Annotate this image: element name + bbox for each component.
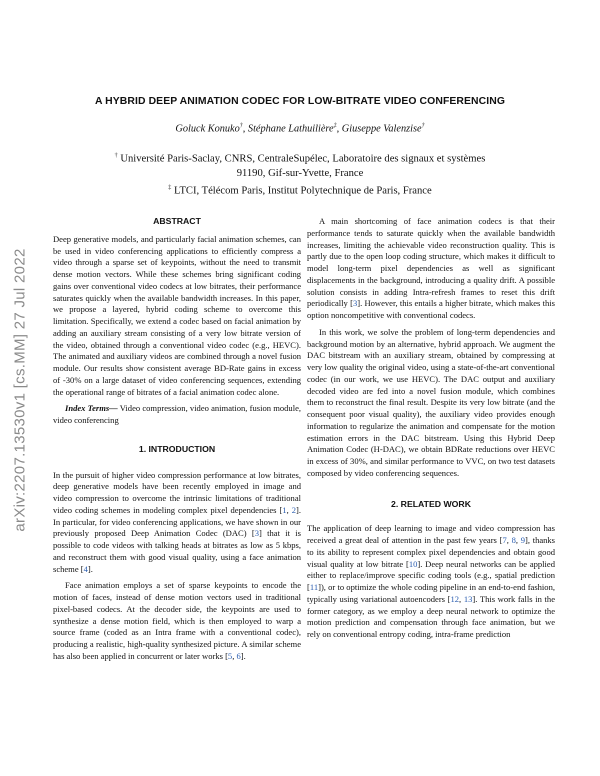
affiliation-2-text: LTCI, Télécom Paris, Institut Polytechnique de Paris, France	[171, 185, 432, 197]
paper-title: A HYBRID DEEP ANIMATION CODEC FOR LOW-BITRATE VIDEO CONFERENCING	[94, 96, 506, 107]
index-terms-text: Video compression, video animation, fusion module, video conferencing	[53, 403, 301, 425]
left-column	[53, 216, 301, 663]
abstract-heading: ABSTRACT	[153, 216, 201, 226]
index-terms	[53, 403, 301, 427]
related-text: ]. Deep neural networks can be applied either to replace/improve specific coding tools (e.g., spatial prediction [	[307, 558, 555, 592]
affiliation-2	[50, 181, 550, 199]
citation-link[interactable]: 2	[291, 504, 297, 515]
intro-p1-text: In the pursuit of higher video compression performance at low bitrates, deep generative models have been recently employed in image and video compression to overcome the intrinsic limitations of traditional video coding schemes in modeling complex pixel dependencies [	[53, 469, 301, 515]
arxiv-stamp-text: arXiv:2207.13530v1 [cs.MM] 27 Jul 2022	[11, 248, 29, 532]
citation-link[interactable]: 11	[309, 582, 319, 592]
affiliation-1	[50, 149, 550, 167]
citation-link[interactable]: 9	[520, 535, 525, 545]
citation-link[interactable]: 4	[83, 563, 88, 574]
right-paragraph-1	[307, 216, 555, 322]
right-paragraph-2: In this work, we solve the problem of long-term dependencies and background motion by an alternative, hybrid approach. We augment the DAC bitstream with an auxiliary stream, obtained by compressing at very low quality the original video, using a state-of-the-art conventional codec (in our work, we use HEVC). The DAC output and auxiliary decoded video are fed into a novel fusion module, which combines them to reconstruct the final result. Despite its very low bitrate (and the consequent poor visual quality), the auxiliary video provides enough information to regularize the animation and compensate for the motion estimation errors in the DAC bitstream. Using this Hybrid Deep Animation Codec (H-DAC), we obtain BDRate reductions over HEVC in excess of 30%, and similar performance to VVC, on two test datasets composed by video conferencing sequences.	[307, 326, 555, 478]
citation-link[interactable]: 3	[254, 528, 259, 539]
affiliation-1-text: Université Paris-Saclay, CNRS, CentraleSupélec, Laboratoire des signaux et systèmes	[117, 153, 486, 165]
intro-p2-text: Face animation employs a set of sparse keypoints to encode the motion of faces, instead of dense motion vectors used in traditional pixel-based codecs. At the decoder side, the keypoints are used to synthesize a dense motion field, which is then employed to warp a source frame (coded as an Intra frame with a conventional codec), producing a realistic, high-quality synthesized picture. A similar scheme has also been applied in concurrent or later works [	[53, 580, 301, 661]
intro-p1-text: ]. In particular, for video conferencing applications, we have shown in our previously proposed Deep Animation Codec (DAC) [	[53, 504, 301, 539]
author-1: Goluck Konuko	[175, 123, 240, 135]
author-list	[50, 123, 550, 134]
related-text: ]. This work falls in the former category, as we employ a deep neural network to optimize the motion prediction and compensation through face animation, but we rely on conventional entropy coding, intra-frame prediction	[307, 593, 555, 639]
author-sep: ,	[336, 123, 342, 135]
author-2-mark: ‡	[333, 123, 337, 129]
intro-p1-text: ] that it is possible to code videos with talking heads at bitrates as low as 5 kbps, and reconstruct them with good visual quality, using a face animation scheme [	[53, 528, 301, 574]
affiliation-1-city: 91190, Gif-sur-Yvette, France	[236, 167, 364, 179]
right-p1-text: ]. However, this entails a higher bitrate, which makes this option noncompetitive with conventional codecs.	[307, 298, 555, 320]
related-text: ,	[459, 593, 464, 604]
related-text: ,	[515, 535, 521, 545]
intro-heading: 1. INTRODUCTION	[138, 443, 216, 454]
author-2: Stéphane Lathuilière	[247, 123, 334, 135]
right-p1-text: A main shortcoming of face animation codecs is that their performance tends to saturate quickly when the available bandwidth increases, limiting the achievable video reconstruction quality. This is partly due to the open loop coding structure, which makes it difficult to model long-term pixel dependencies as well as significant displacements in the background, introducing a quality drift. A possible solution consists in adding Intra-refresh frames to reset this drift periodically [	[307, 216, 555, 309]
citation-link[interactable]: 8	[511, 535, 516, 545]
intro-paragraph-1	[53, 470, 301, 576]
citation-link[interactable]: 7	[502, 535, 507, 545]
related-work-heading: 2. RELATED WORK	[391, 498, 471, 509]
citation-link[interactable]: 12	[450, 593, 460, 604]
author-3-mark: †	[421, 123, 425, 129]
intro-p2-text: ,	[232, 650, 237, 661]
citation-link[interactable]: 6	[236, 650, 241, 661]
affiliation-2-mark: ‡	[168, 184, 172, 191]
intro-p1-text: ].	[87, 563, 93, 574]
affiliations	[50, 149, 550, 199]
index-terms-label: Index Terms—	[65, 403, 118, 414]
related-work-paragraph	[307, 523, 555, 641]
citation-link[interactable]: 10	[408, 558, 418, 569]
related-text: ]), or to optimize the whole coding pipeline in an end-to-end fashion, typically using variational autoencoders [	[307, 582, 555, 604]
citation-link[interactable]: 13	[463, 593, 473, 604]
author-1-mark: †	[239, 123, 243, 129]
citation-link[interactable]: 3	[352, 298, 358, 309]
related-text: The application of deep learning to image and video compression has received a great deal of attention in the past few years [	[307, 523, 555, 545]
intro-p2-text: ].	[240, 650, 246, 661]
arxiv-stamp	[0, 195, 40, 585]
abstract-text: Deep generative models, and particularly facial animation schemes, can be used in video conferencing applications to efficiently compress a video through a sparse set of keypoints, without the need to transmit dense motion vectors. While these schemes bring significant coding gains over conventional video codecs at low bitrates, their performance saturates quickly when the available bandwidth increases. In this paper, we propose a layered, hybrid coding scheme to overcome this limitation. Specifically, we extend a codec based on facial animation by adding an auxiliary stream consisting of a very low bitrate version of the video, obtained through a conventional video codec (e.g., HEVC). The animated and auxiliary videos are combined through a novel fusion module. Our results show consistent average BD-Rate gains in excess of -30% on a large dataset of video conferencing sequences, extending the operational range of bitrates of a facial animation codec alone.	[53, 233, 301, 397]
citation-link[interactable]: 1	[282, 504, 287, 515]
intro-paragraph-2	[53, 580, 301, 662]
right-column	[307, 216, 555, 641]
citation-link[interactable]: 5	[227, 650, 233, 661]
author-sep: ,	[242, 123, 248, 135]
author-3: Giuseppe Valenzise	[341, 123, 422, 135]
affiliation-1-mark: †	[114, 153, 118, 159]
intro-p1-text: ,	[286, 504, 292, 515]
related-text: ,	[506, 535, 512, 545]
related-text: ], thanks to its ability to represent complex pixel dependencies and obtain good visual quality at low bitrate [	[307, 535, 556, 569]
